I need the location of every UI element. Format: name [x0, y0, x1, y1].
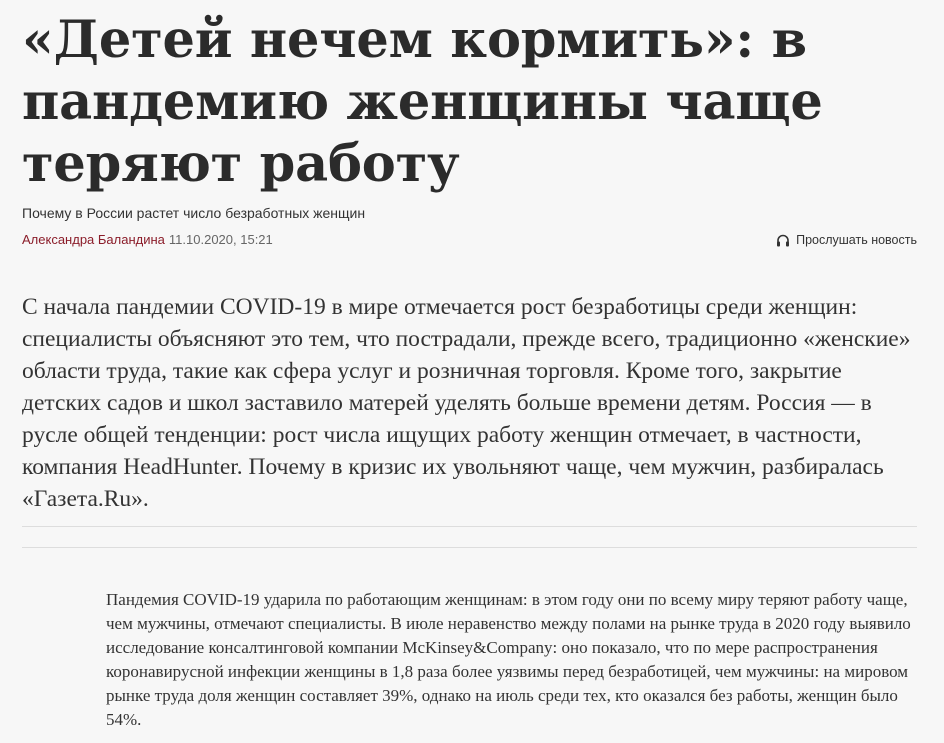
byline — [22, 231, 273, 249]
author-link[interactable]: Александра Баландина — [22, 232, 165, 247]
headphones-icon — [776, 234, 796, 247]
article-headline: «Детей нечем кормить»: в пандемию женщины чаще теряют работу — [22, 10, 823, 194]
divider — [22, 526, 917, 527]
publish-datetime: 11.10.2020, 15:21 — [168, 232, 273, 247]
article-body-paragraph: Пандемия COVID-19 ударила по работающим женщинам: в этом году они по всему миру теряют работу чаще, чем мужчины, отмечают специалисты. В июле неравенство между полами на рынке труда в 2020 году выявило исследование консалтинговой компании McKinsey&Company: оно показало, что по мере распространения коронавирусной инфекции женщины в 1,8 раза более уязвимы перед безработицей, чем мужчины: на мировом рынке труда доля женщин составляет 39%, однако на июль среди тех, кто оказался без работы, женщин было 54%. — [106, 590, 911, 729]
article-meta — [22, 231, 917, 249]
article — [22, 0, 917, 548]
article-subtitle: Почему в России растет число безработных женщин — [22, 205, 366, 221]
article-lead: С начала пандемии COVID-19 в мире отмечается рост безработицы среди женщин: специалисты объясняют это тем, что пострадали, прежде всего, традиционно «женские» области труда, такие как сфера услуг и розничная торговля. Кроме того, закрытие детских садов и школ заставило матерей уделять больше времени детям. Россия — в русле общей тенденции: рост числа ищущих работу женщин отмечает, в частности, компания HeadHunter. Почему в кризис их увольняют чаще, чем мужчин, разбиралась «Газета.Ru». — [22, 294, 911, 512]
listen-news-label: Прослушать новость — [796, 233, 917, 247]
listen-news-button[interactable] — [776, 231, 917, 249]
divider — [22, 547, 917, 548]
